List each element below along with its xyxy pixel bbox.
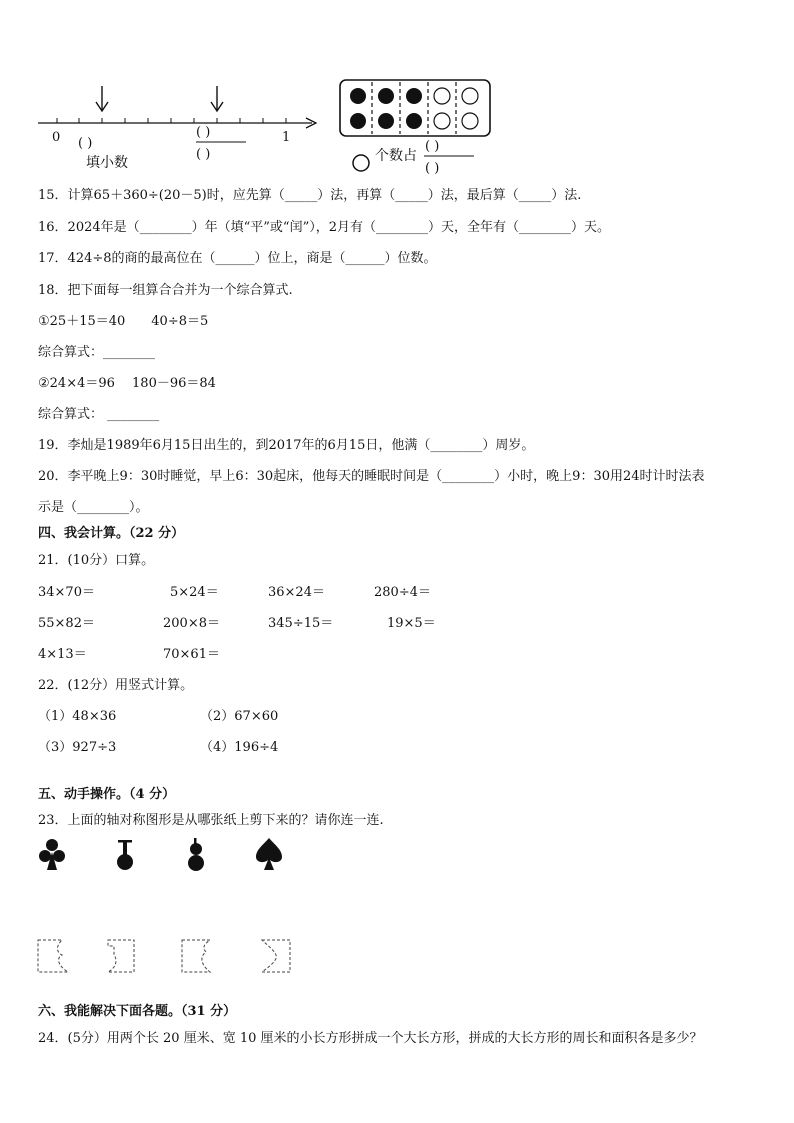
vertical-calc-item: （2）67×60 [200, 709, 279, 724]
open-circle-icon [353, 155, 369, 171]
club-icon [39, 839, 65, 870]
section-6-heading: 六、我能解决下面各题。（31 分） [38, 1004, 237, 1019]
oral-calc-item: 345÷15＝ [268, 616, 334, 631]
oral-calc-item: 5×24＝ [170, 585, 219, 600]
oral-calc-item: 200×8＝ [163, 616, 220, 631]
blank-decimal: ( ) [78, 136, 93, 151]
question-18: 18．把下面每一组算合合并为一个综合算式. [38, 283, 293, 298]
oral-calc-item: 34×70＝ [38, 585, 95, 600]
question-16: 16．2024年是（________）年（填“平”或“闰”），2月有（________）天，全年有（________）天。 [38, 220, 610, 235]
question-24: 24．(5分）用两个长 20 厘米、宽 10 厘米的小长方形拼成一个大长方形，拼成的大长方形的周长和面积各是多少？ [38, 1031, 703, 1046]
dot-fraction-denominator: ( ) [425, 161, 440, 176]
half-club-paper [38, 940, 68, 972]
tick-label-one: 1 [282, 130, 291, 145]
question-20-line-2: 示是（________）。 [38, 500, 149, 515]
oral-calc-item: 4×13＝ [38, 647, 87, 662]
thermometer-icon [117, 840, 133, 870]
section-5-heading: 五、动手操作。（4 分） [38, 787, 176, 802]
question-20-line-1: 20．李平晚上9：30时睡觉，早上6：30起床，他每天的睡眠时间是（________）小时，晚上9：30用24时计时法表 [38, 469, 705, 484]
number-line [38, 86, 316, 171]
gourd-icon [188, 838, 204, 871]
dot-fraction-numerator: ( ) [425, 139, 440, 154]
question-18-group-2: ②24×4＝96 180－96＝84 [38, 376, 216, 391]
question-22: 22．(12分）用竖式计算。 [38, 678, 194, 693]
half-gourd-paper [182, 940, 210, 972]
down-arrow-icon [96, 86, 108, 111]
question-18-answer-2: 综合算式： ________ [38, 407, 160, 422]
tick-label-zero: 0 [52, 130, 61, 145]
number-line-caption: 填小数 [86, 155, 128, 171]
oral-calc-item: 36×24＝ [268, 585, 325, 600]
fraction-numerator-blank: ( ) [196, 125, 211, 140]
question-15: 15．计算65＋360÷(20－5)时，应先算（_____）法，再算（_____）法，最后算（_____）法. [38, 188, 582, 203]
vertical-calc-item: （1）48×36 [38, 709, 117, 724]
fraction-denominator-blank: ( ) [196, 147, 211, 162]
oral-calc-item: 70×61＝ [163, 647, 220, 662]
question-21: 21．(10分）口算。 [38, 553, 155, 568]
down-arrow-icon [211, 86, 223, 111]
question-18-answer-1: 综合算式：________ [38, 345, 156, 360]
top-figures [0, 0, 794, 190]
half-spade-paper [262, 940, 290, 972]
question-23: 23．上面的轴对称图形是从哪张纸上剪下来的？请你连一连. [38, 813, 384, 828]
vertical-calc-item: （4）196÷4 [200, 740, 279, 755]
section-4-heading: 四、我会计算。（22 分） [38, 526, 185, 541]
question-18-group-1: ①25＋15＝40 40÷8＝5 [38, 314, 209, 329]
oral-calc-item: 19×5＝ [387, 616, 436, 631]
oral-calc-item: 55×82＝ [38, 616, 95, 631]
question-17: 17．424÷8的商的最高位在（______）位上，商是（______）位数。 [38, 251, 437, 266]
half-thermometer-paper [108, 940, 134, 972]
dot-box [340, 80, 490, 176]
question-19: 19．李灿是1989年6月15日出生的，到2017年的6月15日，他满（________）周岁。 [38, 438, 535, 453]
dot-box-caption: 个数占 [375, 148, 417, 164]
spade-icon [256, 838, 282, 870]
vertical-calc-item: （3）927÷3 [38, 740, 117, 755]
oral-calc-item: 280÷4＝ [374, 585, 431, 600]
